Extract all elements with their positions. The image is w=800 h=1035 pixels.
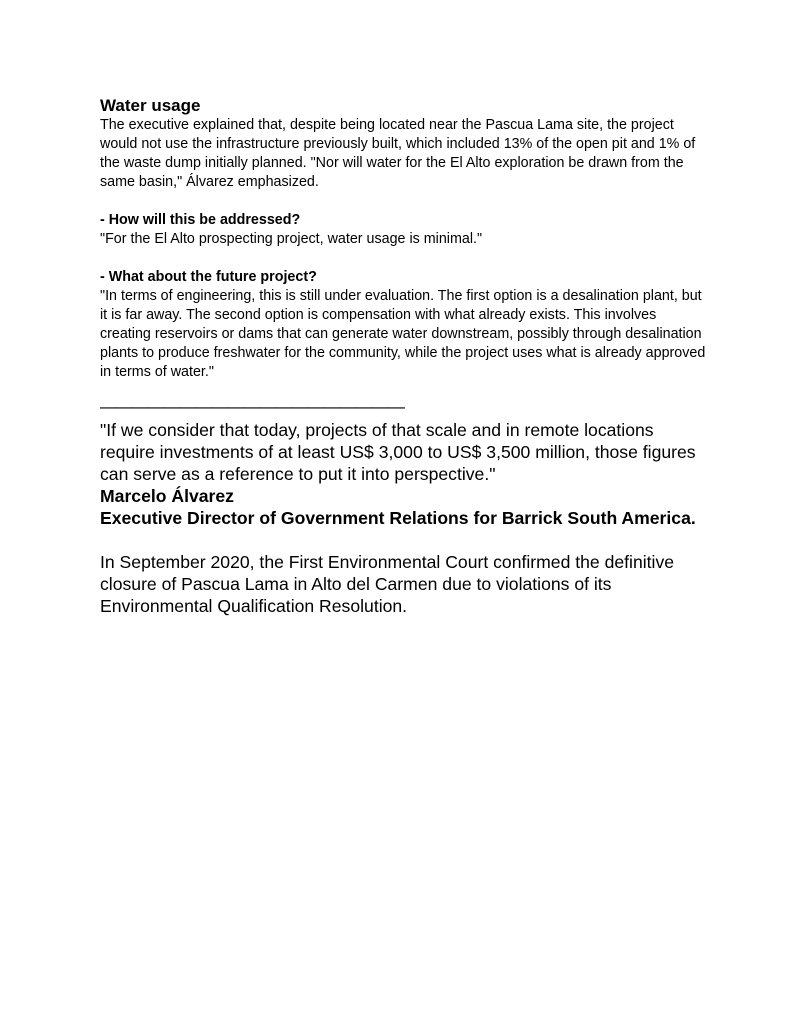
quote-author-role: Executive Director of Government Relations for Barrick South America. (100, 508, 696, 528)
dashed-divider: ——————————————————— (100, 397, 404, 416)
closing-paragraph: In September 2020, the First Environmental Court confirmed the definitive closure of Pascua Lama in Alto del Carmen due to violations of its Environmental Qualification Resolution. (100, 552, 675, 616)
water-usage-paragraph: The executive explained that, despite being located near the Pascua Lama site, the project would not use the infrastructure previously built, which included 13% of the open pit and 1% of the waste dump initially planned. "Nor will water for the El Alto exploration be drawn from the same basin," Álvarez emphasized. (100, 117, 696, 190)
quote-text: "If we consider that today, projects of that scale and in remote locations require investments of at least US$ 3,000 to US$ 3,500 million, those figures can serve as a reference to put it into perspective." (100, 420, 696, 484)
section-title: Water usage (100, 96, 201, 115)
qa-question: - What about the future project? (100, 269, 317, 285)
qa-answer: "For the El Alto prospecting project, water usage is minimal." (100, 231, 483, 247)
qa-item (100, 268, 710, 382)
qa-answer: "In terms of engineering, this is still under evaluation. The first option is a desalination plant, but it is far away. The second option is compensation with what already exists. This involves creating reservoirs or dams that can generate water downstream, possibly through desalination plants to produce freshwater for the community, while the project uses what is already approved in terms of water." (100, 288, 706, 380)
qa-question: - How will this be addressed? (100, 212, 301, 228)
quote-author-name: Marcelo Álvarez (100, 486, 234, 506)
pull-quote (100, 419, 710, 529)
document-page (100, 96, 710, 635)
qa-item (100, 211, 710, 249)
water-usage-section (100, 96, 710, 192)
